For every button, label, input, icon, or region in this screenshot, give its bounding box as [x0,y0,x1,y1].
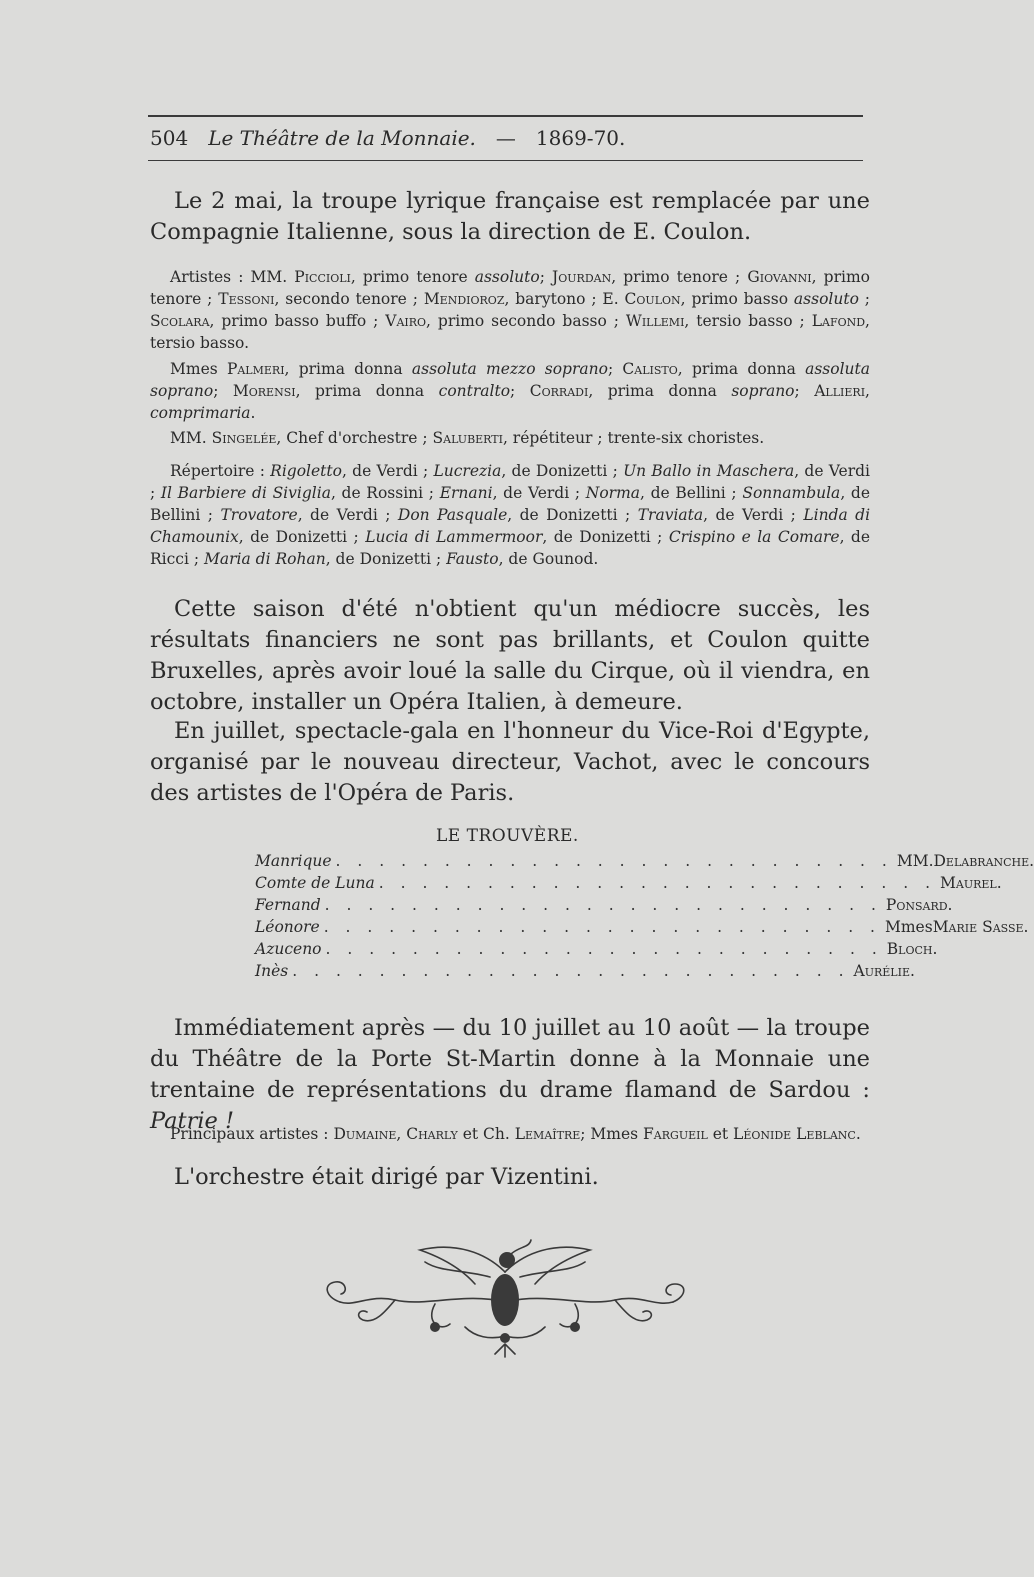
paragraph-principaux: Principaux artistes : Dumaine, Charly et Ch. Lemaître; Mmes Fargueil et Léonide Leblanc. [170,1125,861,1143]
cast-role: Comte de Luna [255,874,375,892]
running-header [150,126,710,150]
cast-actor: Aurélie. [853,962,915,980]
cast-role: Léonore [255,918,320,936]
cast-leader-dots: . . . . . . . . . . . . . . . . . . . . . . . . . . [378,874,937,892]
cast-leader-dots: . . . . . . . . . . . . . . . . . . . . . . . . . . [324,896,882,914]
cast-leader-dots: . . . . . . . . . . . . . . . . . . . . . . . . . . [335,852,893,870]
page-number: 504 [150,126,189,150]
cast-actor: Ponsard. [885,896,953,914]
cast-actor: Delabranche. [933,852,1034,870]
paragraph-artistes: Artistes : MM. Piccioli, primo tenore assoluto; Jourdan, primo tenore ; Giovanni, primo tenore ; Tessoni, secondo tenore ; Mendioroz, barytono ; E. Coulon, primo basso assoluto ; Scolara, primo basso buffo ; Vairo, primo secondo basso ; Willemi, tersio basso ; Lafond, tersio basso. [150,268,870,352]
paragraph-patrie: Immédiatement après — du 10 juillet au 10 août — la troupe du Théâtre de la Porte St-Martin donne à la Monnaie une trentaine de représentations du drame flamand de Sardou : Patrie ! [150,1015,870,1134]
play-title-trouvere: LE TROUVÈRE. [436,826,579,846]
paragraph-repertoire: Répertoire : Rigoletto, de Verdi ; Lucrezia, de Donizetti ; Un Ballo in Maschera, de Verdi ; Il Barbiere di Siviglia, de Rossini ; Ernani, de Verdi ; Norma, de Bellini ; Sonnambula, de Bellini ; Trovatore, de Verdi ; Don Pasquale, de Donizetti ; Traviata, de Verdi ; Linda di Chamounix, de Donizetti ; Lucia di Lammermoor, de Donizetti ; Crispino e la Comare, de Ricci ; Maria di Rohan, de Donizetti ; Fausto, de Gounod. [150,462,871,568]
running-title: Le Théâtre de la Monnaie. [208,126,476,150]
eagle-ornament-icon [315,1232,695,1362]
cast-list [255,852,1034,984]
cast-row [255,940,938,962]
paragraph-mmes: Mmes Palmeri, prima donna assoluta mezzo soprano; Calisto, prima donna assoluta soprano; Morensi, prima donna contralto; Corradi, prima donna soprano; Allieri, comprimaria. [150,360,871,422]
cast-prefix: MM. [896,852,934,870]
cast-row [255,874,1002,896]
cast-row [255,852,1034,874]
cast-actor: Bloch. [886,940,938,958]
header-rule-bottom [148,160,863,161]
paragraph-summer-season: Cette saison d'été n'obtient qu'un médiocre succès, les résultats financiers ne sont pas brillants, et Coulon quitte Bruxelles, après avoir loué la salle du Cirque, où il viendra, en octobre, installer un Opéra Italien, à demeure. [150,596,870,715]
cast-actor: Marie Sasse. [932,918,1029,936]
paragraph-italian-company: Le 2 mai, la troupe lyrique française est remplacée par une Compagnie Italienne, sous la direction de E. Coulon. [150,188,870,245]
cast-row [255,896,953,918]
cast-actor: Maurel. [940,874,1002,892]
paragraph-chef: MM. Singelée, Chef d'orchestre ; Saluberti, répétiteur ; trente-six choristes. [170,429,765,447]
header-dash: — [495,126,516,150]
cast-prefix: Mmes [884,918,933,936]
cast-role: Inès [255,962,289,980]
paragraph-gala: En juillet, spectacle-gala en l'honneur du Vice-Roi d'Egypte, organisé par le nouveau directeur, Vachot, avec le concours des artistes de l'Opéra de Paris. [150,718,870,806]
cast-leader-dots: . . . . . . . . . . . . . . . . . . . . . . . . . . [292,962,850,980]
header-rule-top [148,115,863,117]
cast-role: Azuceno [255,940,322,958]
cast-row [255,962,915,984]
cast-leader-dots: . . . . . . . . . . . . . . . . . . . . . . . . . . [323,918,881,936]
paragraph-orchestre: L'orchestre était dirigé par Vizentini. [174,1164,599,1190]
header-years: 1869-70. [535,126,626,150]
cast-role: Manrique [255,852,332,870]
cast-leader-dots: . . . . . . . . . . . . . . . . . . . . . . . . . . [325,940,883,958]
cast-row [255,918,1029,940]
cast-role: Fernand [255,896,321,914]
